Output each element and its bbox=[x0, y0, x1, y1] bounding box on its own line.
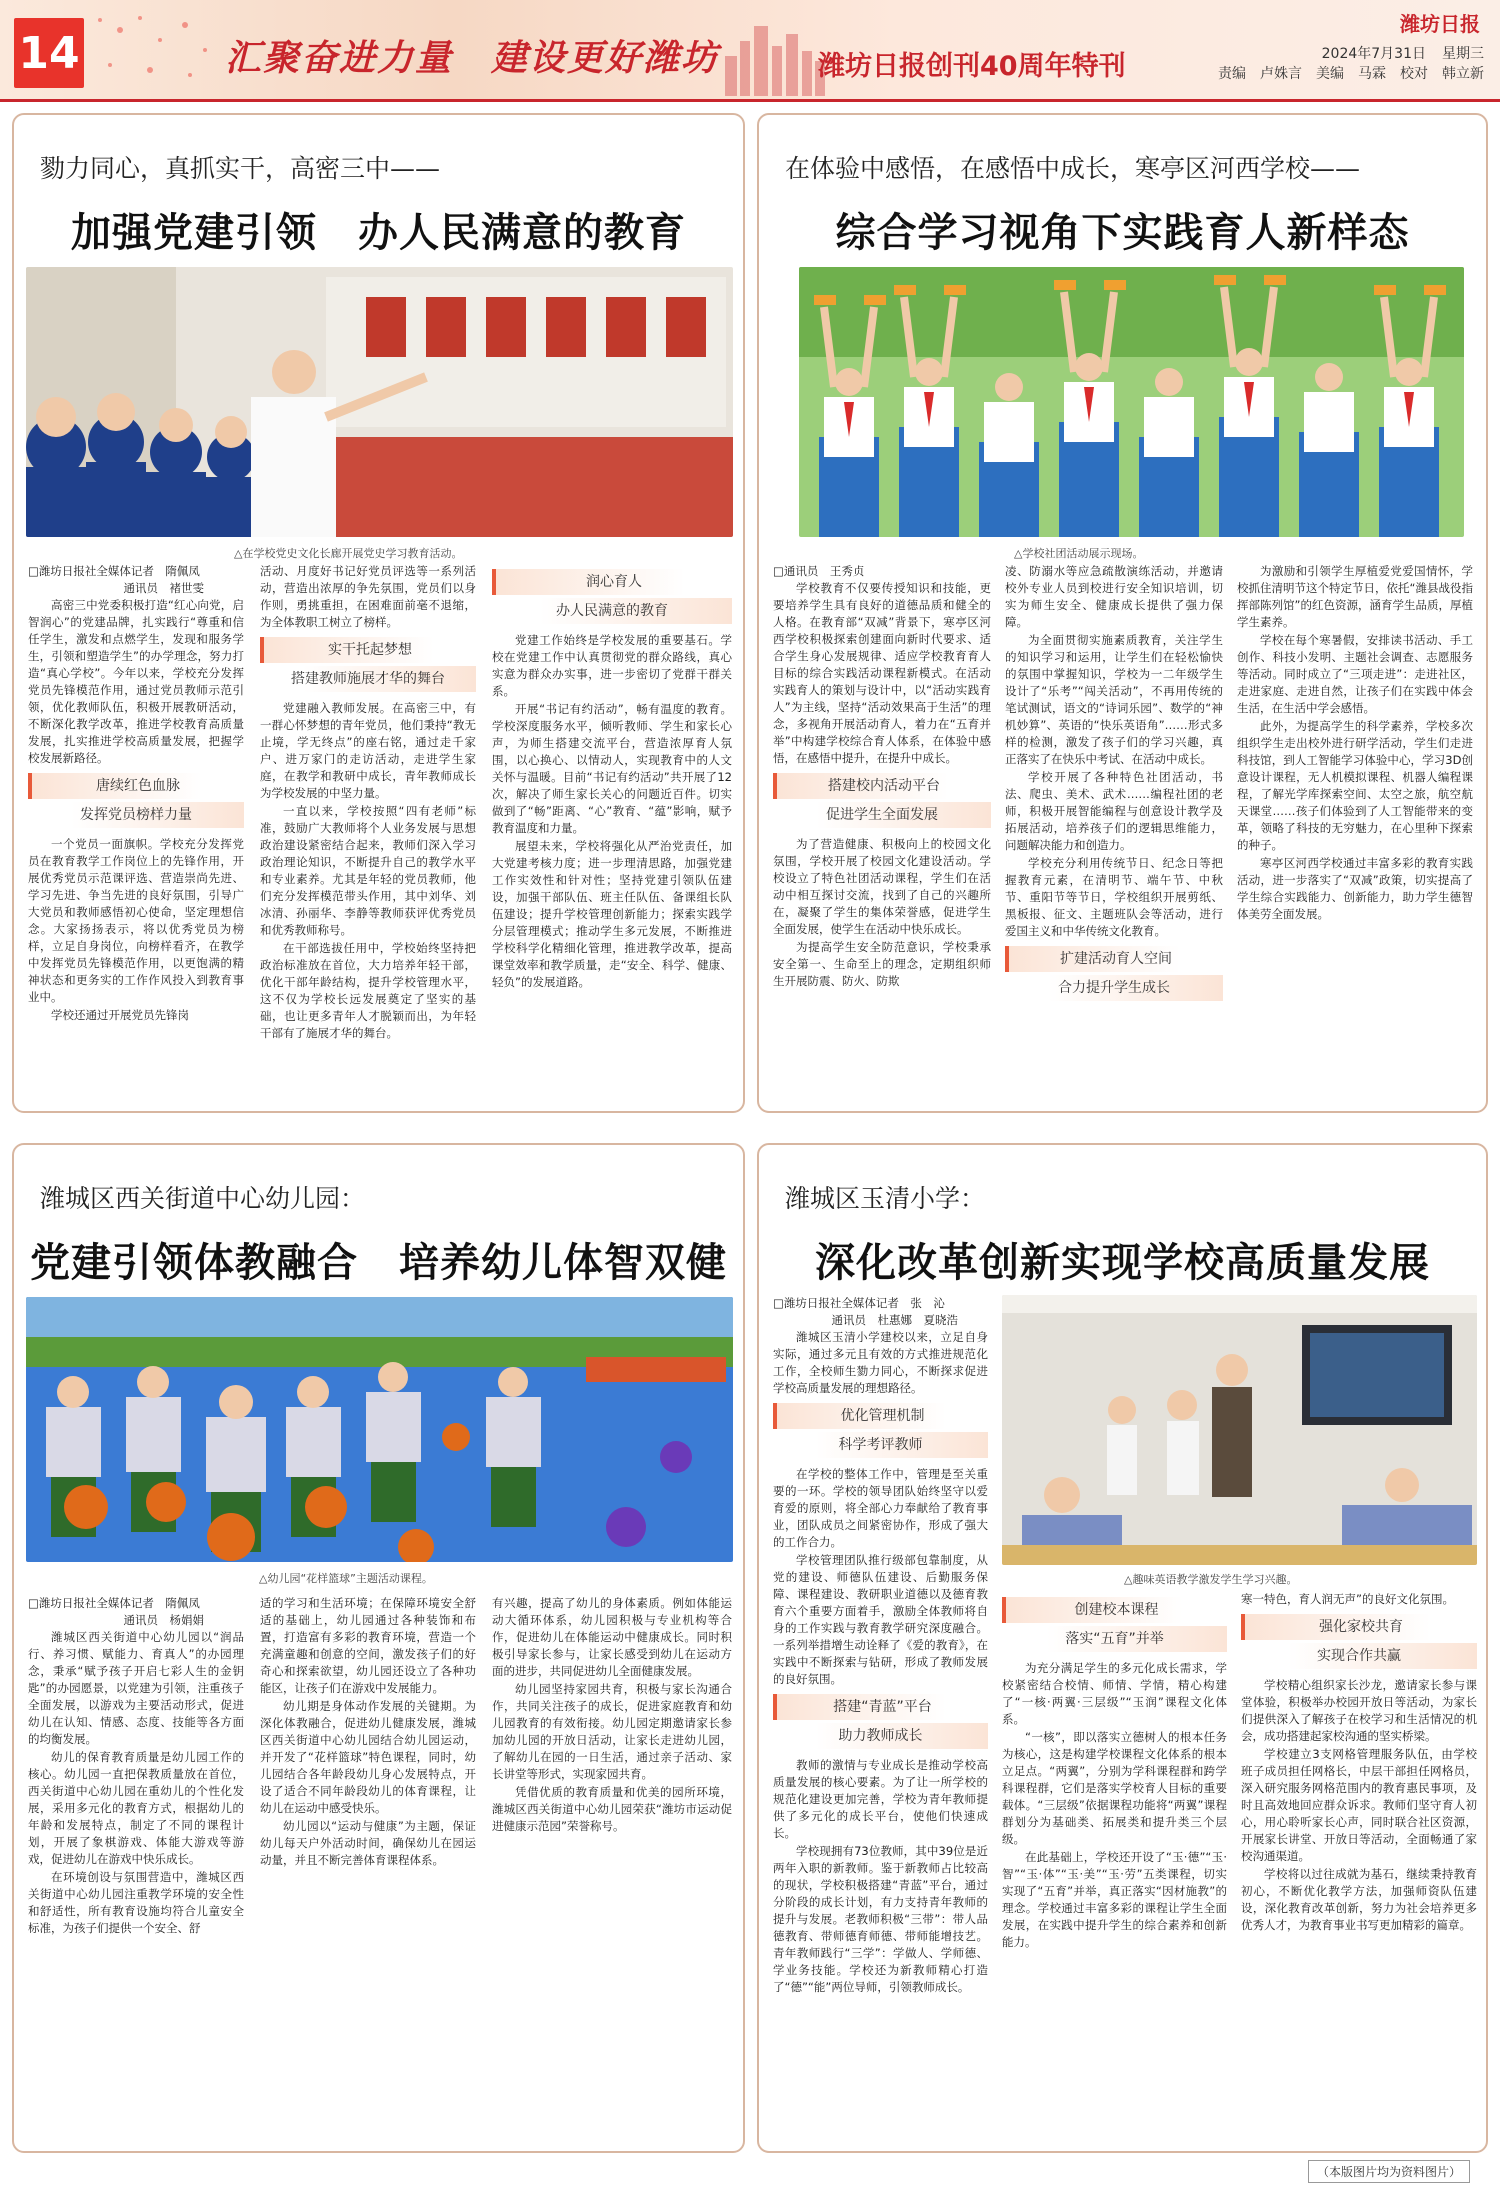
image-source-note: （本版图片均为资料图片） bbox=[1308, 2160, 1470, 2183]
paragraph: 为充分满足学生的多元化成长需求，学校紧密结合校情、师情、学情，精心构建了“一核·两翼·三层级”“玉润”课程文化体系。 bbox=[1002, 1661, 1227, 1726]
paragraph: 学校还通过开展党员先锋岗 bbox=[51, 1008, 189, 1022]
paragraph: 幼儿园坚持家园共育，积极与家长沟通合作，共同关注孩子的成长，促进家庭教育和幼儿园教育的有效衔接。幼儿园定期邀请家长参加幼儿园的开放日活动，让家长走进幼儿园，了解幼儿在园的一日生活，通过亲子活动、家长讲堂等形式，实现家园共育。 bbox=[492, 1682, 732, 1781]
paragraph: 此外，为提高学生的科学素养，学校多次组织学生走出校外进行研学活动，学生们走进科技馆，到人工智能学习体验中心，学习3D创意设计课程，无人机模拟课程、机器人编程课程，了解光学库探索空间、太空之旅，航空航天课堂……孩子们体验到了人工智能带来的变革，领略了科技的无穷魅力，在心里种下探索的种子。 bbox=[1237, 719, 1473, 852]
subheading-line: 实干托起梦想 bbox=[260, 637, 476, 663]
subheading-line: 强化家校共育 bbox=[1241, 1614, 1477, 1640]
subheading-line: 搭建校内活动平台 bbox=[773, 773, 991, 799]
article-kicker: 潍城区玉清小学： bbox=[785, 1184, 986, 1213]
article-kicker: 潍城区西关街道中心幼儿园： bbox=[40, 1184, 366, 1213]
paragraph: 凌、防溺水等应急疏散演练活动，并邀请校外专业人员到校进行安全知识培训，切实为师生安全、健康成长提供了强力保障。 bbox=[1005, 564, 1223, 629]
paragraph: 有兴趣，提高了幼儿的身体素质。例如体能运动大循环体系，幼儿园积极与专业机构等合作，促进幼儿在体能运动中健康成长。同时积极引导家长参与，让家长感受到幼儿在运动方面的进步，共同促进幼儿全面健康发展。 bbox=[492, 1596, 732, 1678]
byline: □潍坊日报社全媒体记者 隋佩凤 bbox=[28, 1596, 200, 1610]
paragraph: 学校教育不仅要传授知识和技能，更要培养学生具有良好的道德品质和健全的人格。在教育部“双减”背景下，寒亭区河西学校积极探索创建面向新时代要求、适合学生身心发展规律、适应学校教育育人目标的综合实践活动课程新模式。在活动实践育人的策划与设计中，以“活动实践育人”为主线，坚持“活动效果高于生活”的理念，多视角开展活动育人，着力在“五育并举”中构建学校综合育人体系，在体验中感悟，在感悟中提升，在提升中成长。 bbox=[773, 581, 991, 765]
article-photo bbox=[799, 267, 1464, 537]
page-header bbox=[0, 0, 1500, 102]
paragraph: 一直以来，学校按照“四有老师”标准，鼓励广大教师将个人业务发展与思想政治建设紧密结合起来，教师们深入学习政治理论知识，不断提升自己的教学水平和专业素养。尤其是年轻的党员教师，他们充分发挥模范带头作用，其中刘华、刘冰清、孙丽华、李静等教师获评优秀党员和优秀教师称号。 bbox=[260, 804, 476, 937]
text-column-2 bbox=[1005, 563, 1223, 1108]
text-column-1 bbox=[28, 563, 244, 1108]
byline: 通讯员 杨娟娟 bbox=[123, 1613, 204, 1627]
byline: 通讯员 褚世雯 bbox=[123, 581, 204, 595]
subheading bbox=[28, 773, 244, 828]
paragraph: “一核”，即以落实立德树人的根本任务为核心，这是构建学校课程文化体系的根本立足点。“两翼”，分别为学科课程群和跨学科课程群，它们是落实学校育人目标的重要载体。“三层级”依据课程功能将“两翼”课程群划分为基础类、拓展类和提升类三个层级。 bbox=[1002, 1730, 1227, 1846]
paragraph: 展望未来，学校将强化从严治党责任，加大党建考核力度；进一步理清思路，加强党建工作实效性和针对性；坚持党建引领队伍建设，加强干部队伍、班主任队伍、备课组长队伍建设；提升学校管理创新能力；探索实践学分层管理模式；推动学生多元发展，不断推进学校科学化精细化管理，推进教学改革，提高课堂效率和教学质量，走“安全、科学、健康、轻负”的发展道路。 bbox=[492, 839, 732, 989]
subheading-line: 创建校本课程 bbox=[1002, 1597, 1227, 1623]
subheading-line: 落实“五育”并举 bbox=[1002, 1626, 1227, 1652]
paragraph: 教师的激情与专业成长是推动学校高质量发展的核心要素。为了让一所学校的规范化建设更加完善，学校为青年教师提供了多元化的成长平台，使他们快速成长。 bbox=[773, 1758, 988, 1840]
paragraph: 在干部选拔任用中，学校始终坚持把政治标准放在首位，大力培养年轻干部，优化干部年龄结构，提升学校管理水平，这不仅为学校长远发展奠定了坚实的基础，也让更多青年人才脱颖而出，为年轻干部有了施展才华的舞台。 bbox=[260, 941, 476, 1040]
paragraph: 学校将以过往成就为基石，继续秉持教育初心，不断优化教学方法，加强师资队伍建设，深化教育改革创新，努力为社会培养更多优秀人才，为教育事业书写更加精彩的篇章。 bbox=[1241, 1867, 1477, 1932]
decorative-dots bbox=[90, 10, 220, 90]
article-hexi bbox=[757, 113, 1488, 1113]
subheading bbox=[260, 637, 476, 692]
paragraph: 学校建立3支网格管理服务队伍，由学校班子成员担任网格长，中层干部担任网格员，深入研究服务网格范围内的教育惠民事项，及时且高效地回应群众诉求。教师们坚守育人初心，用心聆听家长心声，同时联合社区资源，开展家长讲堂、开放日等活动，全面畅通了家校沟通渠道。 bbox=[1241, 1747, 1477, 1863]
subheading-line: 实现合作共赢 bbox=[1241, 1643, 1477, 1669]
newspaper-logo: 潍坊日报 bbox=[1400, 12, 1480, 36]
subheading bbox=[1005, 946, 1223, 1001]
byline: □潍坊日报社全媒体记者 张 沁 bbox=[773, 1296, 945, 1310]
photo-caption: △在学校党史文化长廊开展党史学习教育活动。 bbox=[234, 547, 463, 560]
paragraph: 寒亭区河西学校通过丰富多彩的教育实践活动，进一步落实了“双减”政策，切实提高了学生综合实践能力、创新能力，助力学生德智体美劳全面发展。 bbox=[1237, 856, 1473, 921]
paragraph: 寒一特色，育人润无声”的良好文化氛围。 bbox=[1241, 1592, 1454, 1606]
editors: 责编 卢姝言 美编 马霖 校对 韩立新 bbox=[1218, 66, 1484, 82]
paragraph: 潍城区玉清小学建校以来，立足自身实际，通过多元且有效的方式推进规范化工作，全校师生勠力同心，不断探求促进学校高质量发展的理想路径。 bbox=[773, 1330, 988, 1395]
photo-caption: △幼儿园“花样篮球”主题活动课程。 bbox=[259, 1572, 433, 1585]
article-title: 加强党建引领 办人民满意的教育 bbox=[71, 209, 686, 256]
photo-caption: △趣味英语教学激发学生学习兴趣。 bbox=[1124, 1573, 1298, 1586]
subheading-line: 扩建活动育人空间 bbox=[1005, 946, 1223, 972]
byline: □潍坊日报社全媒体记者 隋佩凤 bbox=[28, 564, 200, 578]
subheading bbox=[773, 1403, 988, 1458]
text-column-2 bbox=[260, 563, 476, 1108]
paragraph: 高密三中党委积极打造“红心向党，启智润心”的党建品牌，扎实践行“尊重和信任学生，激发和点燃学生，发现和服务学生，引领和塑造学生”的办学理念，努力打造“真心学校”。今年以来，学校充分发挥党员先锋模范作用，通过党员教师示范引领，优化教师队伍，积极开展教研活动，不断深化教学改革，推进学校教育高质量发展，扎实推进学校高质量发展，把握学校发展新路径。 bbox=[28, 598, 244, 765]
paragraph: 适的学习和生活环境；在保障环境安全舒适的基础上，幼儿园通过各种装饰和布置，打造富有多彩的教育环境，营造一个充满童趣和创意的空间，激发孩子们的好奇心和探索欲望，幼儿园还设立了各种功能区，让孩子们在游戏中发展能力。 bbox=[260, 1596, 476, 1695]
text-column-2 bbox=[260, 1595, 476, 2145]
text-column-1 bbox=[773, 563, 991, 1108]
paragraph: 学校充分利用传统节日、纪念日等把握教育元素，在清明节、端午节、中秋节、重阳节等节日，学校组织开展剪纸、黑板报、征文、主题班队会等活动，进行爱国主义和中华传统文化教育。 bbox=[1005, 856, 1223, 938]
article-kicker: 勠力同心，真抓实干，高密三中—— bbox=[40, 154, 441, 183]
issue-meta bbox=[1218, 44, 1484, 84]
article-xiguan bbox=[12, 1143, 745, 2153]
text-column-1 bbox=[28, 1595, 244, 2145]
skyline-icon bbox=[720, 16, 830, 96]
subheading-line: 办人民满意的教育 bbox=[492, 598, 732, 624]
subheading bbox=[1002, 1597, 1227, 1652]
text-column-1 bbox=[773, 1295, 988, 2145]
subheading-line: 科学考评教师 bbox=[773, 1432, 988, 1458]
paragraph: 在此基础上，学校还开设了“玉·德”“玉·智”“玉·体”“玉·美”“玉·劳”五类课程，切实实现了“五育”并举，真正落实“因材施教”的理念。学校通过丰富多彩的课程让学生全面发展，在实践中提升学生的综合素养和创新能力。 bbox=[1002, 1850, 1227, 1949]
article-photo bbox=[26, 1297, 733, 1562]
article-kicker: 在体验中感悟，在感悟中成长，寒亭区河西学校—— bbox=[785, 154, 1361, 183]
paragraph: 学校精心组织家长沙龙，邀请家长参与课堂体验，积极举办校园开放日等活动，为家长们提供深入了解孩子在校学习和生活情况的机会，成功搭建起家校沟通的坚实桥梁。 bbox=[1241, 1678, 1477, 1743]
paragraph: 党建工作始终是学校发展的重要基石。学校在党建工作中认真贯彻党的群众路线，真心实意为群众办实事，进一步密切了党群干群关系。 bbox=[492, 633, 732, 698]
article-gaomi bbox=[12, 113, 745, 1113]
anniversary-title: 潍坊日报创刊40周年特刊 bbox=[818, 51, 1126, 82]
paragraph: 一个党员一面旗帜。学校充分发挥党员在教育教学工作岗位上的先锋作用，开展优秀党员示范课评选、营造崇尚先进、学习先进、争当先进的良好氛围，引导广大党员和教师感悟初心使命，坚定理想信念。大家扬扬表示，将以优秀党员为榜样，立足自身岗位，向榜样看齐，在教学中发挥党员先锋模范作用，以更饱满的精神状态和更务实的工作作风投入到教育事业中。 bbox=[28, 837, 244, 1004]
article-photo bbox=[1002, 1295, 1477, 1565]
byline: □通讯员 王秀贞 bbox=[773, 564, 865, 578]
subheading-line: 搭建“青蓝”平台 bbox=[773, 1694, 988, 1720]
paragraph: 幼儿期是身体动作发展的关键期。为深化体教融合，促进幼儿健康发展，潍城区西关街道中心幼儿园结合幼儿园运动，并开发了“花样篮球”特色课程，同时，幼儿园结合各年龄段幼儿身心发展特点，开设了适合不同年龄段幼儿的体育课程，让幼儿在运动中感受快乐。 bbox=[260, 1699, 476, 1815]
issue-date: 2024年7月31日 bbox=[1321, 46, 1426, 62]
text-column-2 bbox=[1002, 1591, 1227, 2145]
paragraph: 凭借优质的教育质量和优美的园所环境，潍城区西关街道中心幼儿园荣获“潍坊市运动促进健康示范园”荣誉称号。 bbox=[492, 1785, 732, 1833]
paragraph: 学校管理团队推行级部包靠制度，从党的建设、师德队伍建设、后勤服务保障、课程建设、教研职业道德以及德育教育六个重要方面着手，激励全体教师将自身的工作实践与教育教学研究深度融合。一系列举措增生动诠释了《爱的教育》，在实践中不断探索与钻研，形成了教师发展的良好氛围。 bbox=[773, 1553, 988, 1686]
subheading-line: 助力教师成长 bbox=[773, 1723, 988, 1749]
text-column-3 bbox=[1237, 563, 1473, 1108]
text-column-3 bbox=[492, 1595, 732, 2145]
paragraph: 为提高学生安全防范意识，学校秉承安全第一、生命至上的理念，定期组织师生开展防震、防火、防欺 bbox=[773, 940, 991, 988]
paragraph: 学校现拥有73位教师，其中39位是近两年入职的新教师。鉴于新教师占比较高的现状，学校积极搭建“青蓝”平台，通过分阶段的成长计划，有力支持青年教师的提升与发展。老教师积极“三带”：带人品德教育、带师德育师德、带师能增技艺。青年教师践行“三学”：学做人、学师德、学业务技能。学校还为新教师精心打造了“德”“能”两位导师，引领教师成长。 bbox=[773, 1844, 988, 1994]
paragraph: 学校开展了各种特色社团活动，书法、爬虫、美术、武术……编程社团的老师，积极开展智能编程与创意设计教学及拓展活动，培养孩子们的逻辑思维能力，问题解决能力和创造力。 bbox=[1005, 770, 1223, 852]
text-column-3 bbox=[1241, 1591, 1477, 2145]
subheading bbox=[773, 1694, 988, 1749]
subheading bbox=[1241, 1614, 1477, 1669]
paragraph: 为了营造健康、积极向上的校园文化氛围，学校开展了校园文化建设活动。学校设立了特色社团活动课程，学生们在活动中相互探讨交流，找到了自己的兴趣所在，凝聚了学生的集体荣誉感，促进学生全面发展，使学生在活动中快乐成长。 bbox=[773, 837, 991, 936]
paragraph: 为激励和引领学生厚植爱党爱国情怀，学校抓住清明节这个特定节日，依托“潍县战役指挥部陈列馆”的红色资源，涵育学生品质，厚植学生素养。 bbox=[1237, 564, 1473, 629]
paragraph: 学校在每个寒暑假，安排读书活动、手工创作、科技小发明、主题社会调查、志愿服务等活动。同时成立了“三项走进”：走进社区，走进家庭、走进自然，让孩子们在实践中体会生活，在生活中学会感悟。 bbox=[1237, 633, 1473, 715]
article-title: 党建引领体教融合 培养幼儿体智双健 bbox=[30, 1239, 727, 1286]
subheading-line: 促进学生全面发展 bbox=[773, 802, 991, 828]
subheading-line: 搭建教师施展才华的舞台 bbox=[260, 666, 476, 692]
subheading bbox=[492, 569, 732, 624]
paragraph: 活动、月度好书记好党员评选等一系列活动，营造出浓厚的争先氛围，党员们以身作则，勇挑重担，在困难面前毫不退缩，为全体教职工树立了榜样。 bbox=[260, 564, 476, 629]
paragraph: 在环境创设与氛围营造中，潍城区西关街道中心幼儿园注重教学环境的安全性和舒适性，所有教育设施均符合儿童安全标准，为孩子们提供一个安全、舒 bbox=[28, 1870, 244, 1935]
subheading-line: 润心育人 bbox=[492, 569, 732, 595]
text-column-3 bbox=[492, 563, 732, 1108]
article-title: 深化改革创新实现学校高质量发展 bbox=[815, 1239, 1430, 1286]
paragraph: 为全面贯彻实施素质教育，关注学生的知识学习和运用，让学生们在轻松愉快的氛围中掌握知识，学校为一二年级学生设计了“乐考”“闯关活动”，不再用传统的笔试测试，语文的“诗词乐园”、数学的“神机妙算”、英语的“快乐英语角”……形式多样的检测，激发了孩子们的学习兴趣，真正落实了在快乐中考试、在活动中成长。 bbox=[1005, 633, 1223, 766]
paragraph: 幼儿的保育教育质量是幼儿园工作的核心。幼儿园一直把保教质量放在首位，西关街道中心幼儿园在重幼儿的个性化发展，采用多元化的教育方式，根据幼儿的年龄和发展特点，制定了不同的课程计划，开展了象棋游戏、体能大游戏等游戏，促进幼儿在游戏中快乐成长。 bbox=[28, 1750, 244, 1866]
article-photo bbox=[26, 267, 733, 537]
paragraph: 幼儿园以“运动与健康”为主题，保证幼儿每天户外活动时间，确保幼儿在园运动量，并且不断完善体育课程体系。 bbox=[260, 1819, 476, 1867]
subheading-line: 发挥党员榜样力量 bbox=[28, 802, 244, 828]
byline: 通讯员 杜惠娜 夏晓浩 bbox=[831, 1313, 958, 1327]
paragraph: 开展“书记有约活动”，畅有温度的教育。学校深度服务水平，倾听教师、学生和家长心声，为师生搭建交流平台，营造浓厚育人氛围，以心换心、以情动人，实现教育中的人文关怀与温暖。目前“书记有约活动”共开展了12次，解决了师生家长关心的问题近百件。切实做到了“畅”距离、“心”教育、“蕴”影响，赋予教育温度和力量。 bbox=[492, 702, 732, 835]
paragraph: 在学校的整体工作中，管理是至关重要的一环。学校的领导团队始终坚守以爱育爱的原则，将全部心力奉献给了教育事业，团队成员之间紧密协作，形成了强大的工作合力。 bbox=[773, 1467, 988, 1549]
article-title: 综合学习视角下实践育人新样态 bbox=[835, 209, 1410, 256]
article-yuqing bbox=[757, 1143, 1488, 2153]
issue-weekday: 星期三 bbox=[1442, 46, 1484, 62]
subheading-line: 唐续红色血脉 bbox=[28, 773, 244, 799]
paragraph: 党建融入教师发展。在高密三中，有一群心怀梦想的青年党员，他们秉持“教无止境，学无终点”的座右铭，通过走千家户、进万家门的走访活动，走进学生家庭，在教学和教研中成长，青年教师成长为学校发展的中坚力量。 bbox=[260, 701, 476, 800]
slogan: 汇聚奋进力量 建设更好潍坊 bbox=[225, 38, 720, 79]
photo-caption: △学校社团活动展示现场。 bbox=[1014, 547, 1144, 560]
subheading-line: 合力提升学生成长 bbox=[1005, 975, 1223, 1001]
subheading bbox=[773, 773, 991, 828]
page-number: 14 bbox=[14, 18, 84, 88]
subheading-line: 优化管理机制 bbox=[773, 1403, 988, 1429]
paragraph: 潍城区西关街道中心幼儿园以“润品行、养习惯、赋能力、育真人”的办园理念，秉承“赋予孩子开启七彩人生的金钥匙”的办园愿景，以党建为引领，注重孩子全面发展，以游戏为主要活动形式，促进幼儿在认知、情感、态度、技能等各方面的均衡发展。 bbox=[28, 1630, 244, 1746]
